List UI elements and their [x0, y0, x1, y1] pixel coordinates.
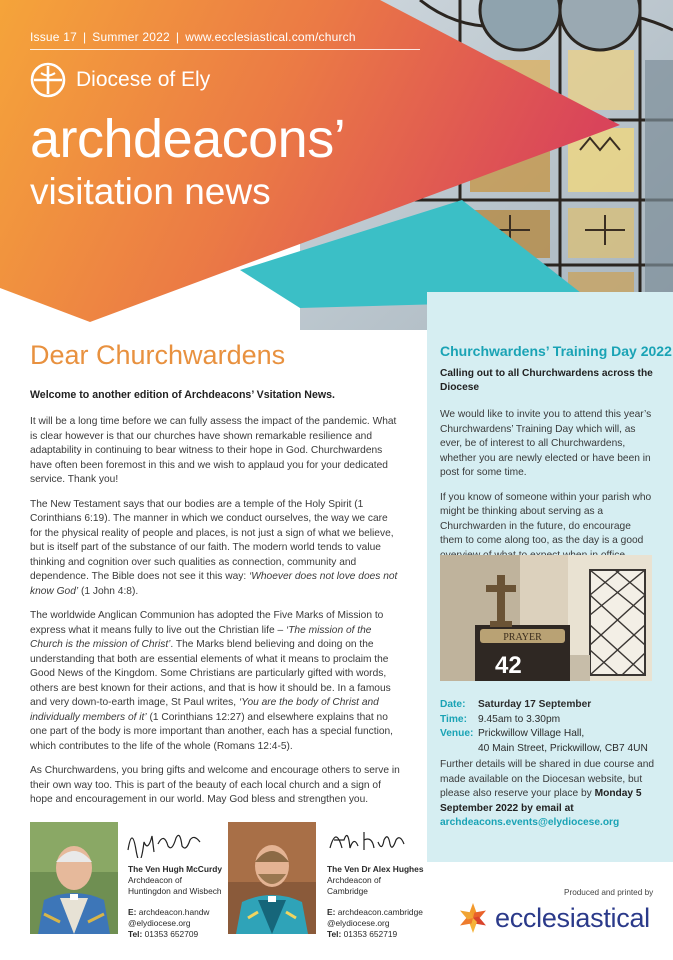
diocese-logo-icon — [30, 62, 66, 98]
diocese-brand — [30, 62, 210, 98]
signatory-phone: 01353 652709 — [144, 929, 199, 939]
ecclesiastical-wordmark: ecclesiastical — [495, 902, 650, 933]
produced-by-label: Produced and printed by — [564, 888, 654, 897]
signatory-role: Archdeacon of — [128, 875, 183, 885]
registration-deadline: Monday 5 September 2022 by email at — [440, 788, 642, 814]
signatory-name: The Ven Dr Alex Hughes — [327, 864, 424, 874]
header-divider — [30, 49, 420, 50]
portrait-hugh-mccurdy — [30, 822, 118, 934]
signatory-role: Huntingdon and Wisbech — [128, 886, 222, 896]
letter-paragraph-2: The New Testament says that our bodies are a temple of the Holy Spirit (1 Corinthians 6:19). The manner in which we conduct ourselves, the way we care for the physical reality of people and places, is not just a sign of what we believe, but is itself part of the substance of our faith. The modern world tends to value thinking and cognition over such qualities as connection, community and dependence. The Bible does not see it this way: ‘Whoever does not love does not know God’ (1 John 4:8). — [30, 498, 398, 597]
signatory-role: Archdeacon of — [327, 875, 382, 885]
signatory-email[interactable]: archdeacon.handw — [138, 907, 210, 917]
event-date-row — [440, 698, 660, 713]
signatory-block-hughes: The Ven Dr Alex Hughes Archdeacon of Cambridge E: archdeacon.cambridge @elydiocese.org Tel: 01353 652719 — [327, 864, 447, 940]
signatory-block-mccurdy: The Ven Hugh McCurdy Archdeacon of Huntingdon and Wisbech E: archdeacon.handw @elydiocese.org Tel: 01353 652709 — [128, 864, 248, 940]
venue-label: Venue: — [440, 728, 474, 739]
date-value: Saturday 17 September — [478, 699, 592, 710]
signatory-role: Cambridge — [327, 886, 368, 896]
diocese-name: Diocese of Ely — [76, 68, 211, 91]
issue-bar: Issue 17 | Summer 2022 | www.ecclesiastical.com/church — [30, 30, 356, 44]
letter-intro: Welcome to another edition of Archdeacons’ Vsitation News. — [30, 389, 335, 401]
ecclesiastical-logo — [457, 902, 650, 934]
event-time-row — [440, 713, 660, 728]
event-venue-row-2 — [440, 742, 660, 757]
letter-paragraph-4: As Churchwardens, you bring gifts and welcome and encourage others to serve in their own way too. This is part of the beauty of each local church and a sign of hope and encouragement in our world. May God bless and strengthen you. — [30, 765, 400, 805]
letter-paragraph-1: It will be a long time before we can fully assess the impact of the pandemic. What is clear however is that our churches have shown remarkable resilience and adaptability in continuing to bear witness to their hope in God. Churchwardens have often been foremost in this and we wish to applaud you for your dedicated service. Thank you! — [30, 416, 397, 485]
letter — [30, 340, 402, 818]
photo-number: 42 — [495, 652, 522, 679]
signatory-email[interactable]: archdeacon.cambridge — [337, 907, 423, 917]
quote: ‘You are the body of Christ and individually members of it’ — [30, 697, 379, 723]
newsletter-title: archdeacons’ — [30, 109, 346, 169]
registration-email-link[interactable]: archdeacons.events@elydiocese.org — [440, 817, 620, 828]
issue-season: Summer 2022 — [92, 30, 170, 44]
signature-hugh-mccurdy — [124, 822, 204, 858]
quote: ‘The mission of the Church is the mission of Christ’ — [30, 624, 372, 650]
issue-number: Issue 17 — [30, 30, 77, 44]
venue-line-2: 40 Main Street, Prickwillow, CB7 4UN — [478, 742, 648, 754]
signatory-phone: 01353 652719 — [343, 929, 398, 939]
photo-sign-text: PRAYER — [503, 632, 542, 643]
training-day — [440, 343, 672, 573]
letter-heading: Dear Churchwardens — [30, 340, 286, 370]
venue-line-1: Prickwillow Village Hall, — [478, 728, 585, 739]
church-interior-photo — [440, 555, 652, 681]
registration-text: Further details will be shared in due course and made available on the Diocesan website, but please also reserve your place by — [440, 759, 655, 799]
training-paragraph-2: If you know of someone within your parish who might be thinking about serving as a Churchwarden in the future, do encourage them to come along too, as the day is a good — [440, 491, 652, 546]
quote: ‘Whoever does not love does not know God’ — [30, 571, 398, 597]
letter-paragraph-3: The worldwide Anglican Communion has adopted the Five Marks of Mission to express what it means fully to live out the Christian life – ‘The mission of the Church is the mission of Christ’. The Marks blend believing and doing on the understanding that both are essential elements of what it means to proclaim the Good News of the Kingdom. Some Christians are particularly gifted with words, others are best known for their actions, and that is how it should be. In a famous and very down-to-earth image, St Paul writes, ‘You are the body of Christ and individually members of it’ (1 Corinthians 12:27) and elsewhere explains that no one part of the body is more important than another, each has a special function, which contributes to the life of the whole (Romans 12:4-5). — [30, 610, 394, 752]
signature-alex-hughes — [326, 822, 406, 858]
training-paragraph-1: We would like to invite you to attend this year’s Churchwardens’ Training Day which will, as ever, be of interest to all Churchwardens, whether you are newly elected or have been in post for some time. — [440, 409, 652, 478]
event-venue-row — [440, 727, 660, 742]
signatory-email-domain: @elydiocese.org — [327, 918, 390, 928]
portrait-alex-hughes — [228, 822, 316, 934]
date-label: Date: — [440, 699, 466, 710]
event-details — [440, 698, 660, 756]
training-callout: Calling out to all Churchwardens across the Diocese — [440, 368, 653, 393]
time-value: 9.45am to 3.30pm — [478, 713, 561, 725]
ecclesiastical-star-icon — [457, 902, 489, 934]
signatory-email-domain: @elydiocese.org — [128, 918, 191, 928]
website-link[interactable]: www.ecclesiastical.com/church — [185, 30, 356, 44]
time-label: Time: — [440, 713, 467, 725]
signatory-name: The Ven Hugh McCurdy — [128, 864, 222, 874]
newsletter-subtitle: visitation news — [30, 171, 271, 212]
training-heading: Churchwardens’ Training Day 2022 — [440, 343, 672, 359]
registration-info — [440, 758, 655, 831]
